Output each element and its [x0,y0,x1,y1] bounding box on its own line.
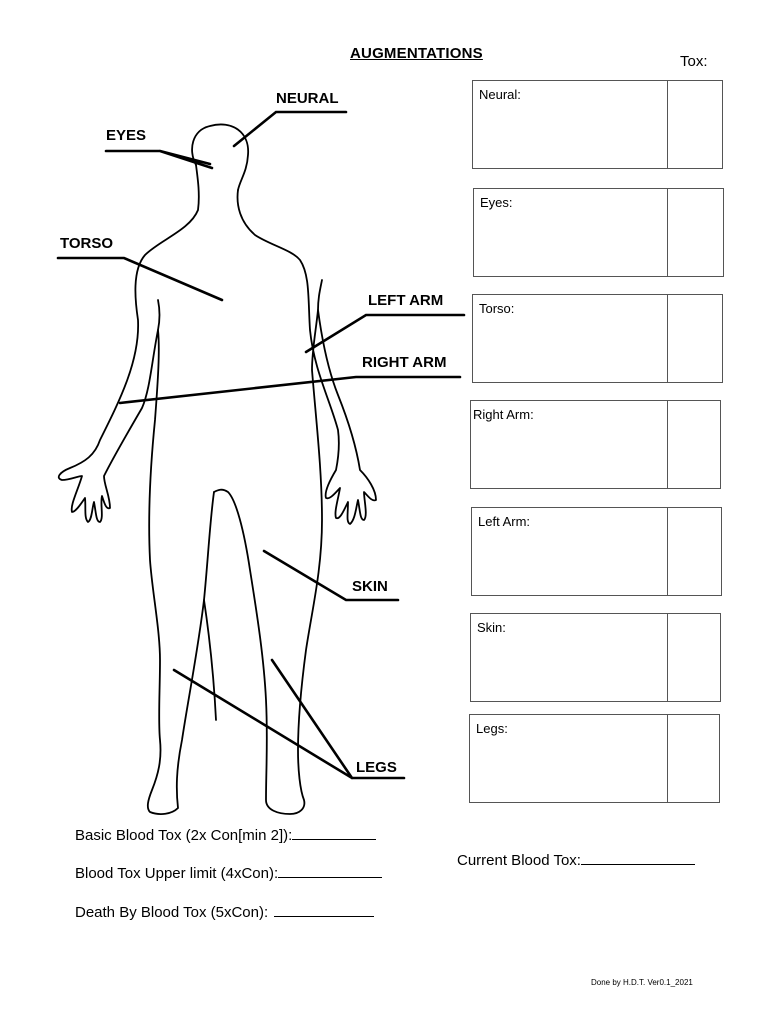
current-blood-tox-blank[interactable] [581,851,695,865]
blood-tox-upper-limit-blank[interactable] [278,864,382,878]
skin-label: SKIN [352,578,388,595]
version-footer: Done by H.D.T. Ver0.1_2021 [591,978,693,987]
right-body-outline [214,190,376,814]
current-blood-tox-field[interactable] [457,851,695,869]
skin-box-label: Skin: [477,620,506,635]
tox-divider [667,507,668,596]
tox-divider [667,294,668,383]
torso-leader-line [58,258,222,300]
death-by-blood-tox-blank[interactable] [274,903,374,917]
eyes-aug-box[interactable] [473,188,724,277]
left-inner-arm-contour [158,300,160,330]
inner-leg-contour [204,600,216,720]
neural-leader-line [234,112,346,146]
basic-blood-tox-label: Basic Blood Tox (2x Con[min 2]): [75,827,293,844]
right-inner-arm-contour [318,280,322,310]
eyes-box-label: Eyes: [480,195,513,210]
blood-tox-upper-limit-field[interactable] [75,864,382,882]
neural-aug-box[interactable] [472,80,723,169]
left-arm-aug-box[interactable] [471,507,722,596]
neural-box-label: Neural: [479,87,521,102]
tox-divider [667,188,668,277]
basic-blood-tox-field[interactable] [75,826,376,844]
left-arm-leader-line [306,315,464,352]
tox-divider [667,714,668,803]
neural-label: NEURAL [276,90,339,107]
left-arm-box-label: Left Arm: [478,514,531,529]
legs-label: LEGS [356,759,397,776]
blood-tox-upper-limit-label: Blood Tox Upper limit (4xCon): [75,865,279,882]
left-arm-label: LEFT ARM [368,292,444,309]
tox-divider [667,613,668,702]
torso-aug-box[interactable] [472,294,723,383]
torso-box-label: Torso: [479,301,515,316]
torso-label: TORSO [60,235,114,252]
legs-aug-box[interactable] [469,714,720,803]
right-arm-aug-box[interactable] [470,400,721,489]
right-arm-leader-line [120,377,460,403]
death-by-blood-tox-field[interactable] [75,903,374,921]
right-arm-box-label: Right Arm: [473,407,534,422]
skin-aug-box[interactable] [470,613,721,702]
tox-divider [667,80,668,169]
tox-column-header: Tox: [680,53,708,70]
page-title: AUGMENTATIONS [350,45,483,62]
tox-divider [667,400,668,489]
right-arm-label: RIGHT ARM [362,354,447,371]
current-blood-tox-label: Current Blood Tox: [457,852,581,869]
legs-box-label: Legs: [476,721,508,736]
death-by-blood-tox-label: Death By Blood Tox (5xCon): [75,904,269,921]
eyes-label: EYES [106,127,147,144]
basic-blood-tox-blank[interactable] [292,826,376,840]
head-outline [192,124,248,190]
